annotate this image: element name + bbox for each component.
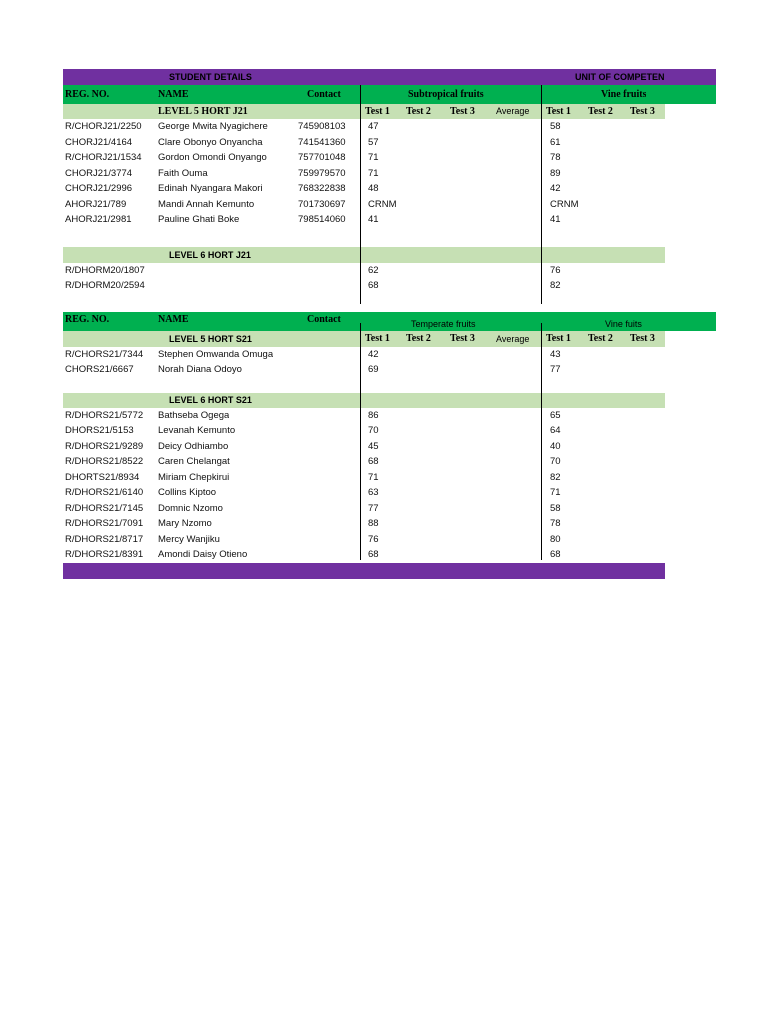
table-row <box>63 347 716 363</box>
name-cell: Deicy Odhiambo <box>158 440 229 452</box>
reg-no-cell: R/CHORJ21/2250 <box>65 121 142 132</box>
test1-score-cell: 68 <box>368 456 379 467</box>
name-cell: Norah Diana Odoyo <box>158 364 242 375</box>
column-divider <box>360 85 361 304</box>
table-row <box>63 470 716 486</box>
student-details-label: STUDENT DETAILS <box>169 72 252 82</box>
test1-score-cell: 47 <box>368 121 379 132</box>
table-row <box>63 278 716 294</box>
name-cell: Collins Kiptoo <box>158 487 217 498</box>
test1-score-cell: 68 <box>368 549 379 560</box>
test2b-header: Test 2 <box>588 106 613 117</box>
average-header: Average <box>496 106 530 116</box>
table-row <box>63 119 716 135</box>
table-row <box>63 212 716 228</box>
test1b-score-cell: CRNM <box>550 198 579 210</box>
test1b-score-cell: 65 <box>550 409 561 421</box>
test1-score-cell: 45 <box>368 440 379 452</box>
section2-group2-rows <box>63 408 716 563</box>
test1-score-cell: 88 <box>368 518 379 529</box>
group-header-row <box>63 393 665 408</box>
table-row <box>63 485 716 501</box>
table-row <box>63 516 716 532</box>
reg-no-cell: R/DHORS21/7091 <box>65 518 144 529</box>
table-row <box>63 439 716 455</box>
spreadsheet <box>63 69 716 579</box>
reg-no-cell: R/DHORS21/9289 <box>65 440 144 452</box>
name-cell: Edinah Nyangara Makori <box>158 183 263 194</box>
table-row <box>63 408 716 424</box>
reg-no-header: REG. NO. <box>65 313 110 325</box>
reg-no-cell: R/DHORS21/6140 <box>65 487 144 498</box>
test1-score-cell: 62 <box>368 264 379 276</box>
test1b-header: Test 1 <box>546 332 571 344</box>
test1b-score-cell: 71 <box>550 487 561 498</box>
test1-score-cell: 41 <box>368 214 379 225</box>
name-cell: George Mwita Nyagichere <box>158 121 268 132</box>
unit-of-competence-label: UNIT OF COMPETEN <box>575 72 665 82</box>
test1b-score-cell: 58 <box>550 121 561 132</box>
contact-cell: 768322838 <box>298 183 346 194</box>
reg-no-cell: CHORJ21/3774 <box>65 167 133 179</box>
test1-score-cell: 71 <box>368 152 379 163</box>
unit-vine-header: Vine fruits <box>601 89 647 100</box>
table-row <box>63 166 716 182</box>
test1-score-cell: 71 <box>368 167 379 179</box>
name-cell: Gordon Omondi Onyango <box>158 152 267 163</box>
test2-header: Test 2 <box>406 332 431 344</box>
table-row <box>63 197 716 213</box>
reg-no-cell: R/CHORJ21/1534 <box>65 152 142 163</box>
test1-score-cell: 77 <box>368 502 379 514</box>
average-header: Average <box>496 333 530 344</box>
name-cell: Amondi Daisy Otieno <box>158 549 248 560</box>
unit-vine-header: Vine fuits <box>605 318 642 329</box>
test1-score-cell: 63 <box>368 487 379 498</box>
section2-header-row <box>63 312 716 331</box>
name-cell: Bathseba Ogega <box>158 409 230 421</box>
test1-score-cell: 86 <box>368 409 379 421</box>
test1b-score-cell: 40 <box>550 440 561 452</box>
footer-bar <box>63 563 665 579</box>
test1b-score-cell: 82 <box>550 471 561 483</box>
reg-no-cell: CHORJ21/2996 <box>65 183 133 194</box>
test1b-score-cell: 42 <box>550 183 561 194</box>
test1-score-cell: 69 <box>368 364 379 375</box>
test1-score-cell: 68 <box>368 280 379 291</box>
group-header-row <box>63 331 716 347</box>
name-cell: Stephen Omwanda Omuga <box>158 348 274 360</box>
unit-temperate-header: Temperate fruits <box>411 318 476 329</box>
name-header: NAME <box>158 89 189 100</box>
name-cell: Mary Nzomo <box>158 518 212 529</box>
test1b-score-cell: 78 <box>550 518 561 529</box>
contact-cell: 741541360 <box>298 136 346 148</box>
table-row <box>63 532 716 548</box>
spacer-row <box>63 378 716 393</box>
column-divider <box>541 323 542 560</box>
group-title: LEVEL 6 HORT S21 <box>169 394 252 405</box>
contact-cell: 757701048 <box>298 152 346 163</box>
reg-no-cell: DHORTS21/8934 <box>65 471 140 483</box>
table-row <box>63 362 716 378</box>
reg-no-cell: R/CHORS21/7344 <box>65 348 144 360</box>
test1b-score-cell: 61 <box>550 136 561 148</box>
test1-score-cell: 76 <box>368 533 379 545</box>
test1b-score-cell: 89 <box>550 167 561 179</box>
table-row <box>63 135 716 151</box>
section1-header-row <box>63 85 716 104</box>
test1-score-cell: CRNM <box>368 198 397 210</box>
test2b-header: Test 2 <box>588 332 613 344</box>
name-cell: Miriam Chepkirui <box>158 471 230 483</box>
column-divider <box>360 323 361 560</box>
contact-cell: 759979570 <box>298 167 346 179</box>
test1b-score-cell: 80 <box>550 533 561 545</box>
contact-cell: 701730697 <box>298 198 346 210</box>
reg-no-cell: CHORJ21/4164 <box>65 136 133 148</box>
name-cell: Caren Chelangat <box>158 456 230 467</box>
test1-score-cell: 71 <box>368 471 379 483</box>
student-details-bar <box>63 69 716 85</box>
test1b-header: Test 1 <box>546 106 571 117</box>
unit-subtropical-header: Subtropical fruits <box>408 89 484 100</box>
test1b-score-cell: 64 <box>550 425 561 436</box>
contact-header: Contact <box>307 313 341 325</box>
test1-header: Test 1 <box>365 106 390 117</box>
test1b-score-cell: 68 <box>550 549 561 560</box>
test2-header: Test 2 <box>406 106 431 117</box>
name-cell: Clare Obonyo Onyancha <box>158 136 263 148</box>
test1-score-cell: 70 <box>368 425 379 436</box>
reg-no-cell: R/DHORS21/7145 <box>65 502 144 514</box>
test1b-score-cell: 77 <box>550 364 561 375</box>
contact-cell: 798514060 <box>298 214 346 225</box>
reg-no-cell: DHORS21/5153 <box>65 425 134 436</box>
table-row <box>63 454 716 470</box>
section1-group2-rows <box>63 263 716 294</box>
reg-no-header: REG. NO. <box>65 89 110 100</box>
section1-group1-rows <box>63 119 716 228</box>
test1-score-cell: 48 <box>368 183 379 194</box>
name-cell: Faith Ouma <box>158 167 208 179</box>
name-cell: Mercy Wanjiku <box>158 533 220 545</box>
test1-score-cell: 57 <box>368 136 379 148</box>
column-divider <box>541 85 542 304</box>
test3b-header: Test 3 <box>630 332 655 344</box>
group-header-row <box>63 247 665 263</box>
test1b-score-cell: 78 <box>550 152 561 163</box>
table-row <box>63 181 716 197</box>
group-title: LEVEL 6 HORT J21 <box>169 249 251 260</box>
test1b-score-cell: 82 <box>550 280 561 291</box>
table-row <box>63 501 716 517</box>
reg-no-cell: AHORJ21/2981 <box>65 214 132 225</box>
name-cell: Domnic Nzomo <box>158 502 223 514</box>
table-row <box>63 263 716 279</box>
reg-no-cell: R/DHORM20/1807 <box>65 264 145 276</box>
name-header: NAME <box>158 313 189 325</box>
table-row <box>63 547 716 563</box>
test1-score-cell: 42 <box>368 348 379 360</box>
name-cell: Levanah Kemunto <box>158 425 236 436</box>
reg-no-cell: R/DHORS21/8717 <box>65 533 144 545</box>
test3-header: Test 3 <box>450 332 475 344</box>
group-title: LEVEL 5 HORT S21 <box>169 333 252 344</box>
group-header-row <box>63 104 716 119</box>
test1b-score-cell: 76 <box>550 264 561 276</box>
reg-no-cell: R/DHORS21/5772 <box>65 409 144 421</box>
group-title: LEVEL 5 HORT J21 <box>158 106 248 117</box>
section2-group1-rows <box>63 347 716 378</box>
test3b-header: Test 3 <box>630 106 655 117</box>
reg-no-cell: R/DHORM20/2594 <box>65 280 145 291</box>
spacer-row <box>63 228 716 247</box>
table-row <box>63 423 716 439</box>
reg-no-cell: R/DHORS21/8522 <box>65 456 144 467</box>
reg-no-cell: CHORS21/6667 <box>65 364 134 375</box>
test1b-score-cell: 41 <box>550 214 561 225</box>
test1-header: Test 1 <box>365 332 390 344</box>
test1b-score-cell: 58 <box>550 502 561 514</box>
contact-cell: 745908103 <box>298 121 346 132</box>
table-row <box>63 150 716 166</box>
test1b-score-cell: 70 <box>550 456 561 467</box>
test1b-score-cell: 43 <box>550 348 561 360</box>
reg-no-cell: R/DHORS21/8391 <box>65 549 144 560</box>
reg-no-cell: AHORJ21/789 <box>65 198 127 210</box>
name-cell: Mandi Annah Kemunto <box>158 198 255 210</box>
name-cell: Pauline Ghati Boke <box>158 214 240 225</box>
contact-header: Contact <box>307 89 341 100</box>
test3-header: Test 3 <box>450 106 475 117</box>
